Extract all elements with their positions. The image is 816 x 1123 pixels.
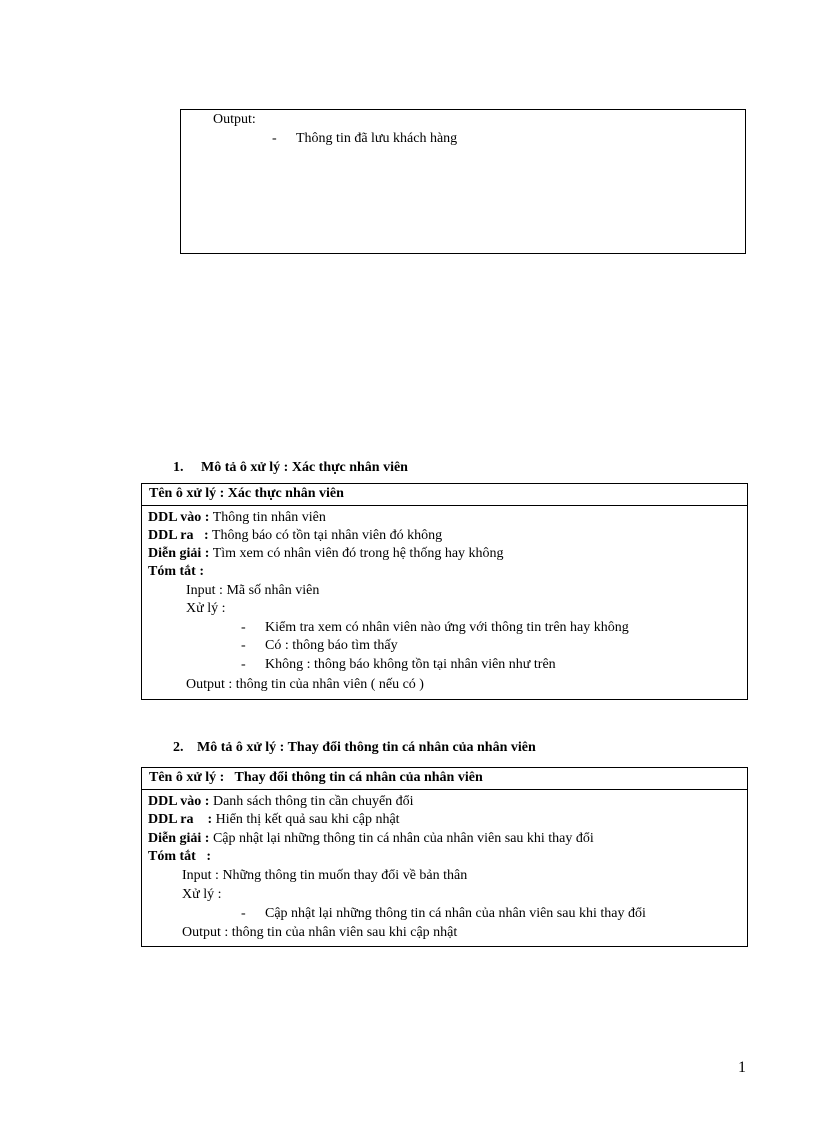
- tom-tat-label: Tóm tắt :: [148, 564, 204, 579]
- ddl-ra-value: Thông báo có tồn tại nhân viên đó không: [208, 528, 443, 543]
- output-item: Thông tin đã lưu khách hàng: [296, 131, 458, 146]
- dien-giai-value: Cập nhật lại những thông tin cá nhân của nhân viên sau khi thay đổi: [209, 831, 594, 846]
- xu-ly-line: Xử lý :: [186, 601, 226, 616]
- bullet-item: Cập nhật lại những thông tin cá nhân của nhân viên sau khi thay đổi: [265, 906, 646, 921]
- section1-number: 1.: [173, 460, 184, 475]
- input-line: Input : Mã số nhân viên: [186, 583, 320, 598]
- ddl-vao-value: Thông tin nhân viên: [209, 510, 326, 525]
- dien-giai-row: [148, 545, 504, 563]
- table-header-text: Tên ô xử lý : Xác thực nhân viên: [149, 486, 344, 501]
- table-header: [142, 484, 747, 506]
- bullet-dash: -: [241, 638, 246, 653]
- section2-number: 2.: [173, 740, 184, 755]
- ddl-ra-value: Hiển thị kết quả sau khi cập nhật: [212, 812, 400, 827]
- bullet-dash: -: [241, 657, 246, 672]
- ddl-vao-label: DDL vào :: [148, 794, 210, 809]
- input-line: Input : Những thông tin muốn thay đổi về bản thân: [182, 868, 468, 883]
- bullet-dash: -: [241, 620, 246, 635]
- output-line: Output : thông tin của nhân viên ( nếu có ): [186, 677, 424, 692]
- dien-giai-label: Diễn giải :: [148, 831, 210, 846]
- ddl-ra-label: DDL ra :: [148, 812, 213, 827]
- bullet-item: Kiểm tra xem có nhân viên nào ứng với thông tin trên hay không: [265, 620, 629, 635]
- dien-giai-label: Diễn giải :: [148, 546, 210, 561]
- bullet-dash: -: [241, 906, 246, 921]
- section1-title: Mô tả ô xử lý : Xác thực nhân viên: [201, 460, 408, 475]
- output-label: Output:: [213, 112, 256, 127]
- ddl-ra-row: [148, 527, 442, 545]
- ddl-vao-value: Danh sách thông tin cần chuyển đổi: [209, 794, 414, 809]
- table-header: [142, 768, 747, 790]
- section1-table: [141, 483, 748, 700]
- dien-giai-value: Tìm xem có nhân viên đó trong hệ thống hay không: [209, 546, 504, 561]
- section2-table: [141, 767, 748, 947]
- dien-giai-row: [148, 830, 594, 848]
- ddl-vao-label: DDL vào :: [148, 510, 210, 525]
- table-header-text: Tên ô xử lý : Thay đổi thông tin cá nhân của nhân viên: [149, 770, 483, 785]
- ddl-vao-row: [148, 509, 326, 527]
- bullet-dash: -: [272, 131, 277, 146]
- page-number: 1: [738, 1059, 746, 1076]
- ddl-ra-label: DDL ra :: [148, 528, 209, 543]
- ddl-ra-row: [148, 811, 400, 829]
- bullet-item: Không : thông báo không tồn tại nhân viên như trên: [265, 657, 556, 672]
- ddl-vao-row: [148, 793, 414, 811]
- section2-title: Mô tả ô xử lý : Thay đổi thông tin cá nhân của nhân viên: [197, 740, 536, 755]
- xu-ly-line: Xử lý :: [182, 887, 222, 902]
- tom-tat-label: Tóm tắt :: [148, 849, 211, 864]
- bullet-item: Có : thông báo tìm thấy: [265, 638, 398, 653]
- output-box: [180, 109, 746, 254]
- output-line: Output : thông tin của nhân viên sau khi cập nhật: [182, 925, 458, 940]
